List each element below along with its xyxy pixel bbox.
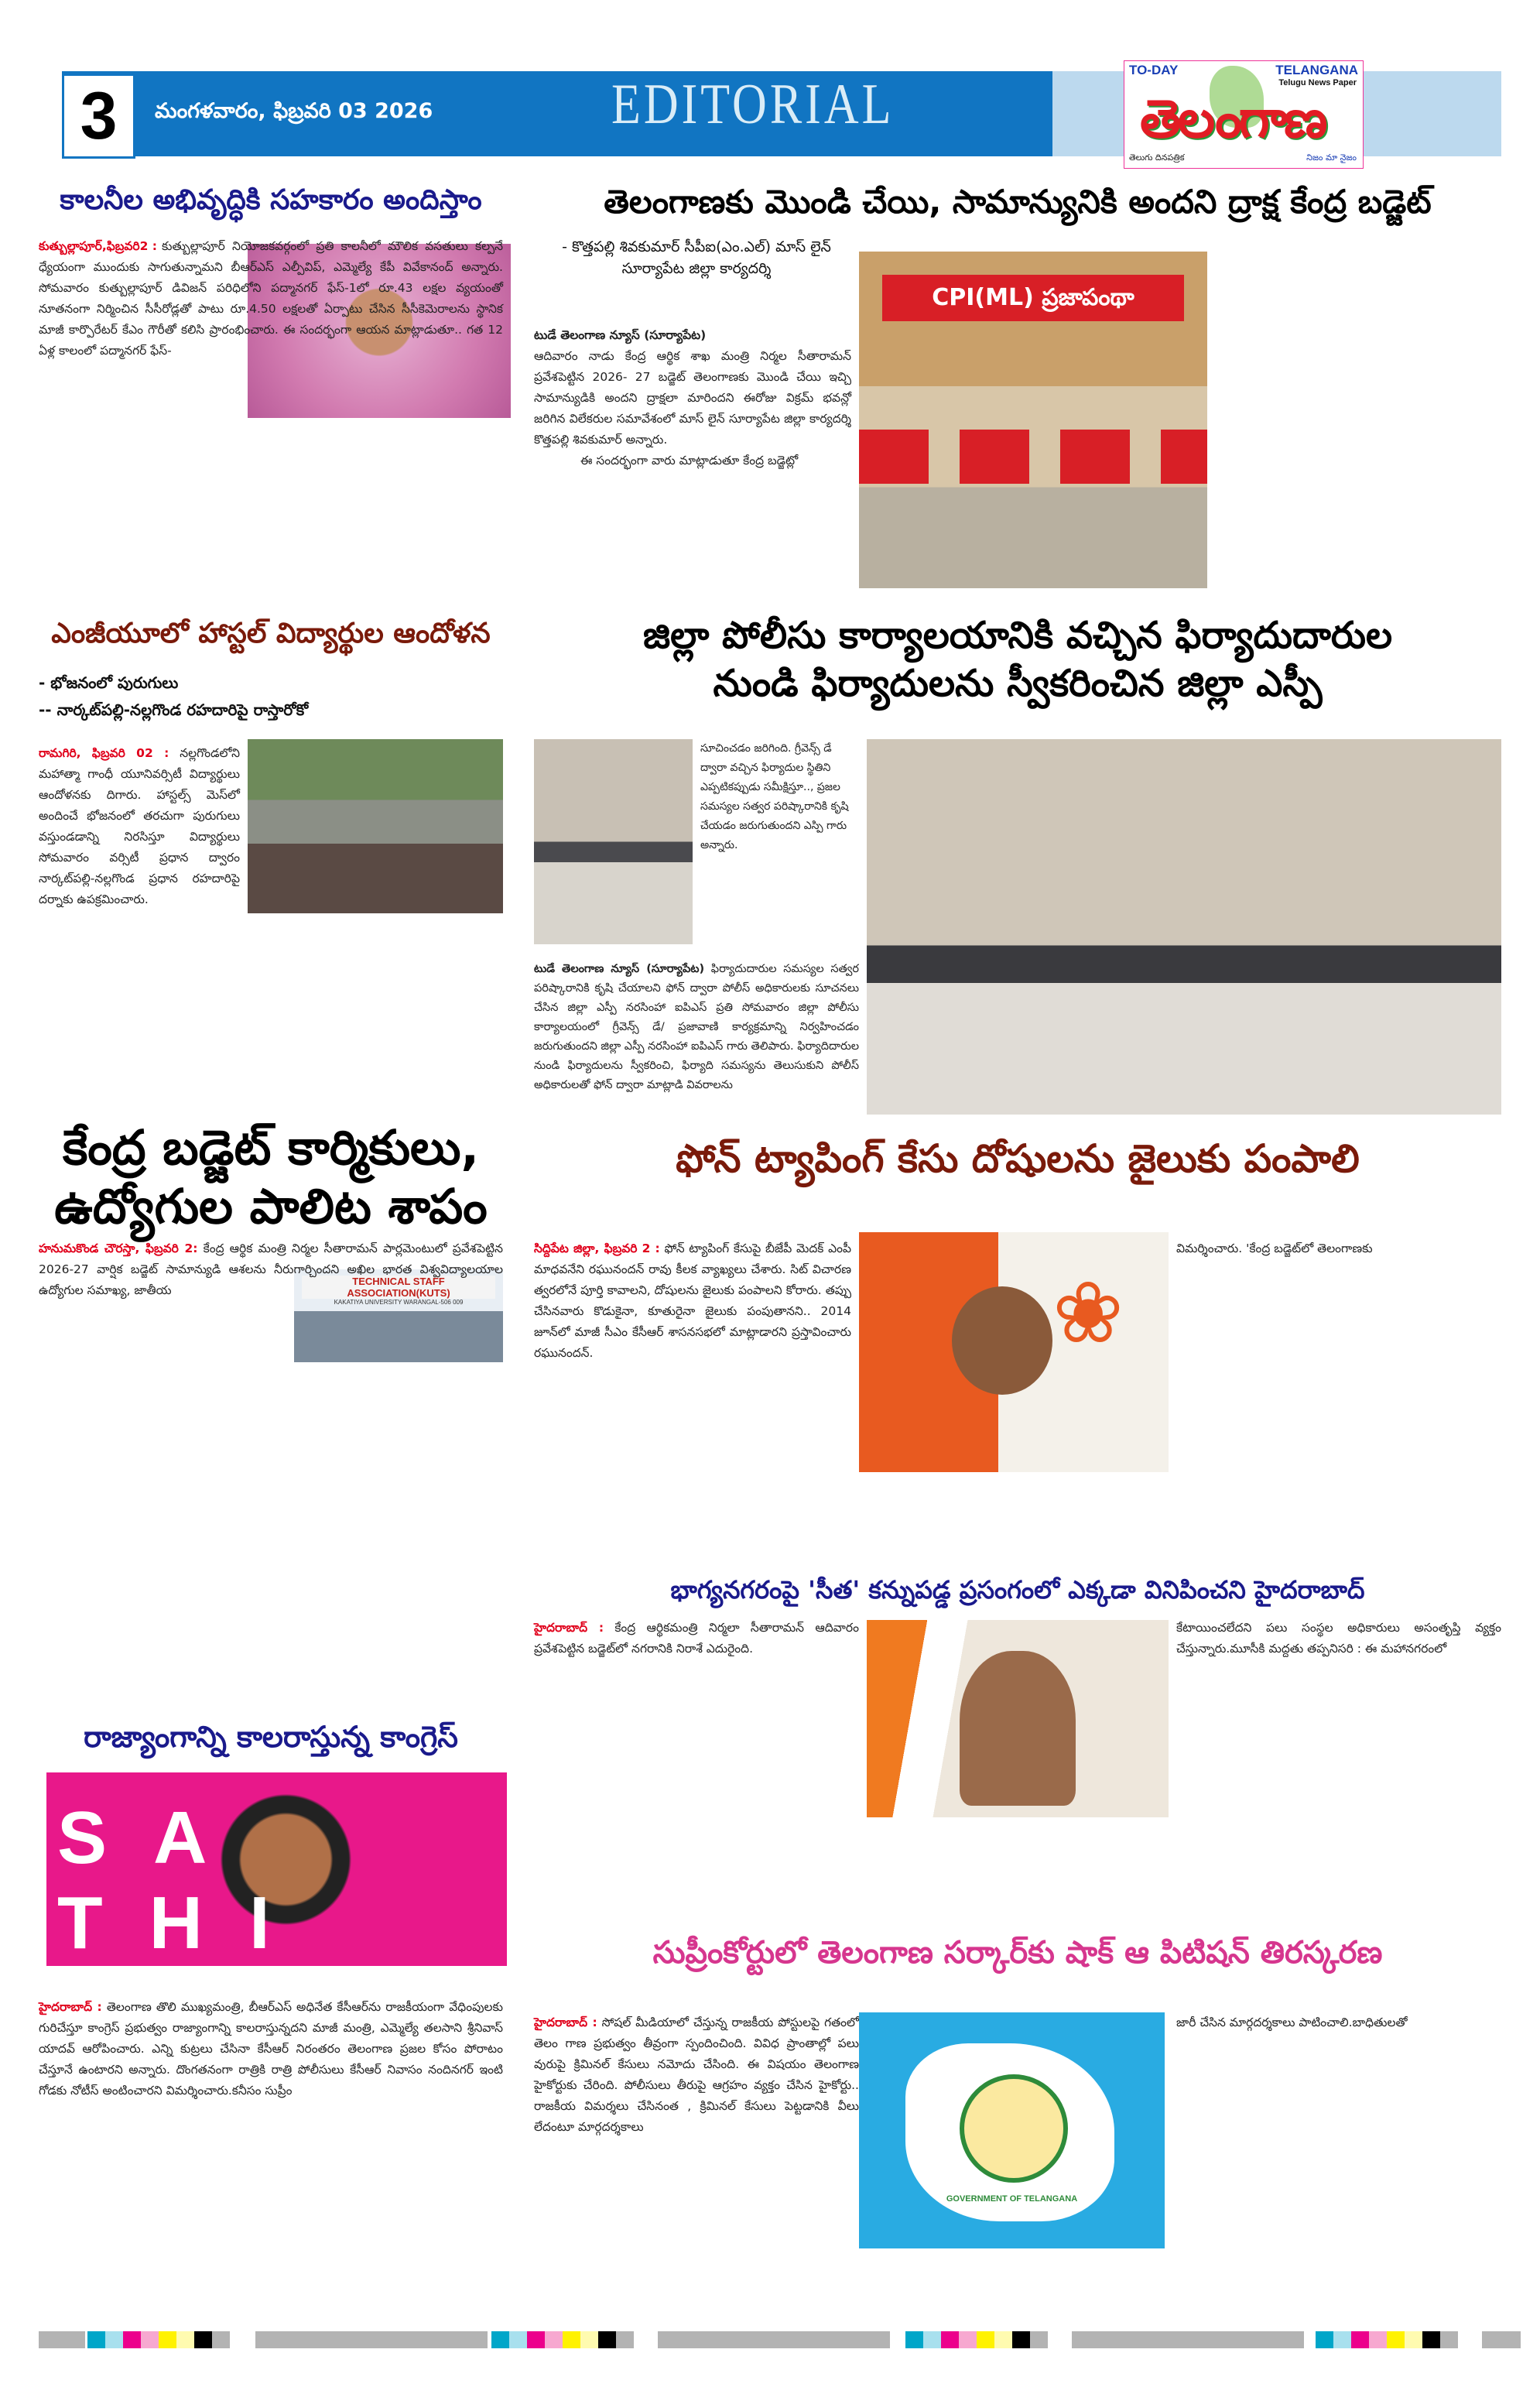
- dateline: రామగిరి, ఫిబ్రవరి 02 :: [39, 746, 169, 760]
- headline-hostel: ఎంజీయూలో హాస్టల్ విద్యార్థుల ఆందోళన: [51, 618, 491, 649]
- state-emblem-icon: [960, 2074, 1068, 2183]
- color-swatch: [545, 2331, 563, 2348]
- news-source: టుడే తెలంగాణ న్యూస్ (సూర్యాపేట): [534, 328, 707, 342]
- color-swatch: [87, 2331, 105, 2348]
- color-swatch: [941, 2331, 959, 2348]
- logo-right-tag: TELANGANA: [1275, 63, 1358, 77]
- color-swatch: [616, 2331, 634, 2348]
- color-swatch: [123, 2331, 141, 2348]
- article-text: సోషల్ మీడియాలో చేస్తున్న రాజకీయ పోస్టులపై గతంలో తెలం గాణ ప్రభుత్వం తీవ్రంగా స్పందించింది. వివిధ ప్రాంతాల్లో పలు వురుపై క్రిమినల్ కేసులు నమోదు చేసింది. ఈ విషయం తెలంగాణ హైకోర్టుకు చేరింది. పోలీసులు తీరుపై ఆగ్రహం వ్యక్తం చేసిన హైకోర్టు.. రాజకీయ విమర్శలు చేసినంత , క్రిమినల్ కేసులు పెట్టడానికి వీలు లేదంటూ మార్గదర్శకాలు: [534, 2015, 859, 2134]
- color-swatch: [580, 2331, 598, 2348]
- article-colonies-body: [39, 236, 503, 361]
- article-hostel-body: [39, 743, 240, 910]
- color-bar-grey: [255, 2331, 488, 2348]
- news-source: టుడే తెలంగాణ న్యూస్ (సూర్యాపేట): [534, 963, 705, 975]
- headline-phone-tapping: ఫోన్ ట్యాపింగ్ కేసు దోషులను జైలుకు పంపాలి: [676, 1136, 1360, 1181]
- color-swatch: [923, 2331, 941, 2348]
- article-police-side: సూచించడం జరిగింది. గ్రీవెన్స్ డే ద్వారా వచ్చిన ఫిర్యాదుల స్థితిని ఎప్పటికప్పుడు సమీక్షిస్తూ.., ప్రజల సమస్యల సత్వర పరిష్కారానికి కృషి చేయడం జరుగుతుందని ఎస్పి గారు అన్నారు.: [700, 742, 849, 851]
- article-text: కేంద్ర ఆర్థిక మంత్రి నిర్మల సీతారామన్ పార్లమెంటులో ప్రవేశపెట్టిన 2026-27 వార్షిక బడ్జెట్ సామాన్యుడి ఆశలను నీరుగార్చిందని అఖిల భారత విశ్వవిద్యాలయాల ఉద్యోగుల సమాఖ్య, జాతీయ: [39, 1241, 503, 1297]
- photo-banner-subtext: KAKATIYA UNIVERSITY WARANGAL-506 009: [334, 1299, 464, 1306]
- photo-nirmala-sitharaman: [867, 1620, 1169, 1817]
- photo-sp-office-2: [867, 739, 1501, 1115]
- dateline: సిద్దిపేట జిల్లా, ఫిబ్రవరి 2 :: [534, 1241, 660, 1255]
- photo-telangana-seal: [859, 2012, 1165, 2248]
- photo-raghunandan: [859, 1232, 1169, 1472]
- color-swatch: [1405, 2331, 1422, 2348]
- subhead: -- నార్కట్‌పల్లి-నల్లగొండ రహదారిపై రాస్తారోకో: [39, 700, 309, 719]
- color-swatch-group: [905, 2331, 1048, 2348]
- photo-sign-text: CPI(ML) ప్రజాపంథా: [882, 275, 1184, 321]
- article-text: ఫోన్ ట్యాపింగ్ కేసుపై బీజేపీ మెదక్ ఎంపీ మాధవనేని రఘునందన్ రావు కీలక వ్యాఖ్యలు చేశారు. సిట్ విచారణ త్వరలోనే పూర్తి కావాలని, దోషులను జైలుకు పంపాలని కోరారు. తప్పు చేసినవారు కొడుకైనా, కూతురైనా జైలుకు పంపుతానని.. 2014 జూన్‌లో మాజీ సీఎం కేసీఆర్ శాసనసభలో మాట్లాడారని ప్రస్తావించారు రఘునందన్.: [534, 1241, 851, 1360]
- article-phone-right: విమర్శించారు. 'కేంద్ర బడ్జెట్‌లో తెలంగాణకు: [1176, 1241, 1373, 1255]
- byline: - కొత్తపల్లి శివకుమార్ సీపీఐ(ఎం.ఎల్) మాస్ లైన్ సూర్యాపేట జిల్లా కార్యదర్శి: [562, 238, 831, 277]
- dateline: కుత్బుల్లాపూర్,ఫిబ్రవరి2 :: [39, 239, 157, 253]
- logo-tagline-right: నిజం మా నైజం: [1306, 152, 1357, 163]
- headline-budget: తెలంగాణకు మొండి చేయి, సామాన్యునికి అందని ద్రాక్ష కేంద్ర బడ్జెట్: [604, 183, 1432, 221]
- color-swatch: [1316, 2331, 1333, 2348]
- headline-hyderabad: భాగ్యనగరంపై 'సీత' కన్నుపడ్డ ప్రసంగంలో ఎక్కడా వినిపించని హైదరాబాద్: [670, 1575, 1365, 1604]
- logo-tagline-left: తెలుగు దినపత్రిక: [1129, 152, 1185, 163]
- article-supreme-body: [534, 2012, 859, 2138]
- headline-line: నుండి ఫిర్యాదులను స్వీకరించిన జిల్లా ఎస్పీ: [713, 662, 1323, 705]
- color-swatch: [1333, 2331, 1351, 2348]
- logo-left-tag: TO-DAY: [1129, 63, 1179, 77]
- person: [952, 1286, 1052, 1395]
- subhead: - భోజనంలో పురుగులు: [39, 673, 179, 692]
- color-swatch-group: [87, 2331, 230, 2348]
- color-swatch: [212, 2331, 230, 2348]
- article-congress-body: [39, 1997, 503, 2101]
- color-swatch: [527, 2331, 545, 2348]
- color-swatch: [194, 2331, 212, 2348]
- article-text: ఆదివారం నాడు కేంద్ర ఆర్థిక శాఖ మంత్రి నిర్మల సీతారామన్ ప్రవేశపెట్టిన 2026- 27 బడ్జెట్ తెలంగాణకు మొండి చేయి ఇచ్చి సామాన్యుడికి అందని ద్రాక్షలా మారిందని ఈరోజు విక్రమ్ భవన్లో జరిగిన విలేకరుల సమావేశంలో మాస్ లైన్ సూర్యాపేట జిల్లా కార్యదర్శి కొత్తపల్లి శివకుమార్ అన్నారు.: [534, 349, 851, 447]
- article-workers-body: [39, 1238, 503, 1301]
- issue-date: మంగళవారం, ఫిబ్రవరి 03 2026: [155, 99, 433, 123]
- headline-line: కేంద్ర బడ్జెట్ కార్మికులు,: [62, 1119, 480, 1176]
- article-text: నల్లగొండలోని మహాత్మా గాంధీ యూనివర్సిటీ విద్యార్థులు ఆందోళనకు దిగారు. హాస్టల్స్ మెస్‌లో అందించే భోజనంలో తరచుగా పురుగులు వస్తుండడాన్ని నిరసిస్తూ విద్యార్థులు సోమవారం వర్సిటీ ప్రధాన ద్వారం నార్కట్‌పల్లి-నల్లగొండ ప్రధాన రహదారిపై దర్నాకు ఉపక్రమించారు.: [39, 746, 240, 906]
- color-bar-grey: [658, 2331, 890, 2348]
- color-swatch: [563, 2331, 580, 2348]
- headline-colonies: కాలనీల అభివృద్ధికి సహకారం అందిస్తాం: [60, 184, 482, 216]
- article-supreme-right: జారీ చేసిన మార్గదర్శకాలు పాటించాలి.బాధితులతో: [1176, 2015, 1408, 2029]
- color-swatch-group: [491, 2331, 634, 2348]
- masthead-logo: [1124, 60, 1364, 169]
- photo-banner-text: TECHNICAL STAFF ASSOCIATION(KUTS): [302, 1276, 495, 1299]
- page-number: 3: [62, 74, 135, 159]
- color-swatch: [1012, 2331, 1030, 2348]
- color-swatch: [1369, 2331, 1387, 2348]
- color-swatch: [994, 2331, 1012, 2348]
- color-swatch: [105, 2331, 123, 2348]
- color-swatch: [509, 2331, 527, 2348]
- logo-name: తెలంగాణ: [1140, 89, 1325, 150]
- color-swatch: [905, 2331, 923, 2348]
- article-text: ఫిర్యాదుదారుల సమస్యల సత్వర పరిష్కారానికి కృషి చేయాలని ఫోన్ ద్వారా పోలీస్ అధికారులకు సూచనలు చేసిన జిల్లా ఎస్పీ నరసింహా ఐపిఎస్ ప్రతి సోమవారం జిల్లా పోలీసు కార్యాలయంలో గ్రీవెన్స్ డే/ ప్రజావాణి కార్యక్రమాన్ని నిర్వహించడం జరుగుతుందని జిల్లా ఎస్పీ నరసింహా ఐపిఎస్ గారు తెలిపారు. ఫిర్యాదిదారుల నుండి ఫిర్యాదులను స్వీకరించి, ఫిర్యాది సమస్యను తెలుసుకుని పోలీస్ అధికారులతో ఫోన్ ద్వారా మాట్లాడి వివరాలను: [534, 963, 859, 1091]
- color-bar-grey: [39, 2331, 85, 2348]
- photo-backdrop-text: SA THI: [57, 1796, 317, 1964]
- color-swatch: [1387, 2331, 1405, 2348]
- photo-talasani: [46, 1772, 507, 1966]
- dateline: హైదరాబాద్ :: [39, 2000, 102, 2014]
- photo-cpi-ml-press-meet: [859, 252, 1207, 588]
- person: [960, 1651, 1076, 1806]
- photo-sp-office-1: [534, 739, 693, 944]
- article-phone-body: [534, 1238, 851, 1364]
- section-title: EDITORIAL: [611, 73, 895, 136]
- photo-protest: [248, 739, 503, 913]
- article-text: తెలంగాణ తొలి ముఖ్యమంత్రి, బీఆర్ఎస్ అధినేత కేసీఆర్‌ను రాజకీయంగా వేధింపులకు గురిచేస్తూ కాంగ్రెస్ ప్రభుత్వం రాజ్యాంగాన్ని కాలరాస్తున్నదని మాజీ మంత్రి, ఎమ్మెల్యే తలసాని శ్రీనివాస్ యాదవ్ ఆరోపించారు. ఎన్ని కుట్రలు చేసినా కేసీఆర్ నిరంతరం తెలంగాణ ప్రజల కోసం పోరాటం చేస్తూనే ఉంటారని అన్నారు. దొంగతనంగా రాత్రికి రాత్రి పోలీసులు కేసీఆర్ నివాసం నందినగర్ ఇంటి గోడకు నోటీస్ అంటించారని విమర్శించారు.కనీసం సుప్రీం: [39, 2000, 503, 2098]
- color-swatch: [1440, 2331, 1458, 2348]
- color-swatch-group: [1316, 2331, 1458, 2348]
- headline-congress: రాజ్యాంగాన్ని కాలరాస్తున్న కాంగ్రెస్: [84, 1720, 458, 1754]
- color-swatch: [977, 2331, 994, 2348]
- color-swatch: [1030, 2331, 1048, 2348]
- color-swatch: [159, 2331, 176, 2348]
- article-hyderabad-right: కేటాయించలేదని పలు సంస్థల అధికారులు అసంతృప్తి వ్యక్తం చేస్తున్నారు.మూసీకి మద్దతు తప్పనిసరి : ఈ మహానగరంలో: [1176, 1621, 1501, 1656]
- color-swatch: [141, 2331, 159, 2348]
- color-bar-grey: [1482, 2331, 1521, 2348]
- color-swatch: [1351, 2331, 1369, 2348]
- lotus-icon: ❀: [1052, 1263, 1124, 1362]
- headline-line: ఉద్యోగుల పాలిట శాపం: [54, 1178, 488, 1235]
- dateline: హనుమకొండ చౌరస్తా, ఫిబ్రవరి 2:: [39, 1241, 198, 1255]
- article-police-body: [534, 960, 859, 1095]
- color-swatch: [1422, 2331, 1440, 2348]
- color-swatch: [491, 2331, 509, 2348]
- dateline: హైదరాబాద్ :: [534, 2015, 597, 2029]
- headline-workers: [39, 1118, 503, 1236]
- seal-text: GOVERNMENT OF TELANGANA: [946, 2194, 1078, 2204]
- article-text: ఈ సందర్భంగా వారు మాట్లాడుతూ కేంద్ర బడ్జెట్లో: [580, 454, 799, 467]
- article-text: కుత్బుల్లాపూర్ నియోజకవర్గంలో ప్రతి కాలనీలో మౌలిక వసతులు కల్పనే ధ్యేయంగా ముందుకు సాగుతున్నామని బీఆర్ఎస్ ఎల్పీవిప్, ఎమ్మెల్యే కేపీ వివేకానంద్ అన్నారు. సోమవారం కుత్బుల్లాపూర్ డివిజన్ పరిధిలోని పద్మానగర్ ఫేస్-1లో రూ.43 లక్షల వ్యయంతో నూతనంగా నిర్మించిన సీసీరోడ్లతో పాటు రూ.4.50 లక్షలతో ఏర్పాటు చేసిన సీసీకెమెరాలను స్థానిక మాజీ కార్పొరేటర్ కేఎం గౌరీతో కలిసి ప్రారంభించారు. ఈ సందర్భంగా ఆయన మాట్లాడుతూ.. గత 12 ఏళ్ల కాలంలో పద్మానగర్ ఫేస్-: [39, 239, 503, 358]
- color-swatch: [176, 2331, 194, 2348]
- article-budget-body: [534, 325, 851, 471]
- headline-supreme-court: సుప్రీంకోర్టులో తెలంగాణ సర్కార్‌కు షాక్ ఆ పిటిషన్ తిరస్కరణ: [652, 1935, 1383, 1971]
- headline-police: [534, 611, 1501, 707]
- article-text: కేంద్ర ఆర్థికమంత్రి నిర్మలా సీతారామన్ ఆదివారం ప్రవేశపెట్టిన బడ్జెట్‌లో నగరానికి నిరాశే ఎదురైంది.: [534, 1621, 859, 1656]
- color-swatch: [598, 2331, 616, 2348]
- color-bar-grey: [1072, 2331, 1304, 2348]
- dateline: హైదరాబాద్ :: [534, 1621, 604, 1635]
- headline-line: జిల్లా పోలీసు కార్యాలయానికి వచ్చిన ఫిర్యాదుదారుల: [643, 614, 1392, 657]
- party-flags: [859, 430, 1207, 484]
- article-hyderabad-body: [534, 1618, 859, 1659]
- color-swatch: [959, 2331, 977, 2348]
- logo-subtitle: Telugu News Paper: [1278, 78, 1357, 87]
